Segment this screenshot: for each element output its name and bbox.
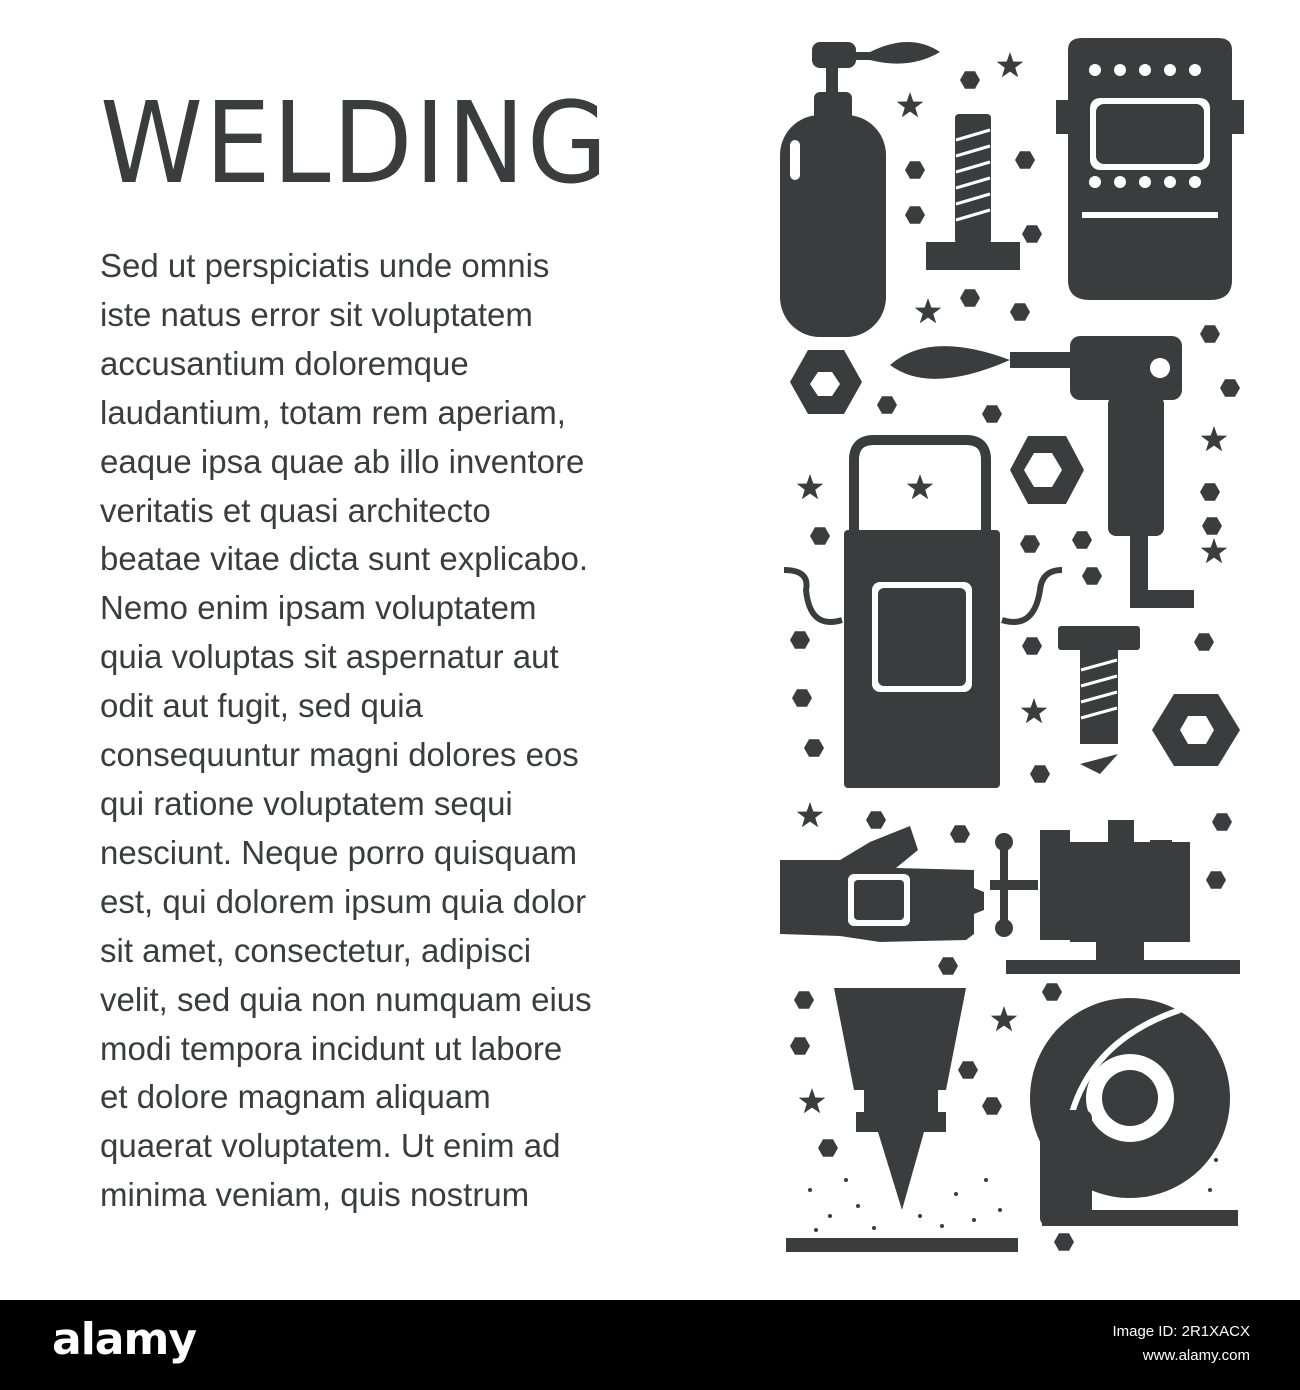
gas-cylinder-icon [780, 42, 940, 337]
site-url: www.alamy.com [1142, 1347, 1250, 1364]
hex-nut-icon [1010, 436, 1084, 504]
image-id-label: Image ID: 2R1XACX [1112, 1323, 1250, 1340]
welding-tools-illustration [770, 30, 1250, 1270]
poster-body-text: Sed ut perspiciatis unde omnis iste natus error sit voluptatem accusantium doloremque laudantium, totam rem aperiam, eaque ipsa quae ab illo inventore veritatis et quasi architecto beatae vitae dicta sunt explicabo. Nemo enim ipsam voluptatem quia voluptas sit aspernatur aut odit aut fugit, sed quia consequuntur magni dolores eos qui ratione voluptatem sequi nesciunt. Neque porro quisquam est, qui dolorem ipsum quia dolor sit amet, consectetur, adipisci velit, sed quia non numquam eius modi tempora incidunt ut labore et dolore magnam aliquam quaerat voluptatem. Ut enim ad minima veniam, quis nostrum [100, 247, 592, 1214]
bolt-icon [1058, 626, 1140, 774]
glove-icon [780, 826, 984, 942]
plasma-cutter-icon [786, 988, 1018, 1252]
watermark-footer [0, 1300, 1300, 1390]
cutting-disc-icon [1030, 998, 1238, 1226]
bench-vise-icon [990, 820, 1240, 974]
poster-title: WELDING [100, 79, 610, 209]
bolt-icon [926, 114, 1020, 270]
welding-mask-icon [1056, 38, 1244, 300]
hex-nut-icon [790, 350, 862, 414]
alamy-logo: alamy [52, 1314, 196, 1365]
hex-nut-icon [1152, 694, 1240, 766]
image-id-block [1112, 1320, 1250, 1368]
